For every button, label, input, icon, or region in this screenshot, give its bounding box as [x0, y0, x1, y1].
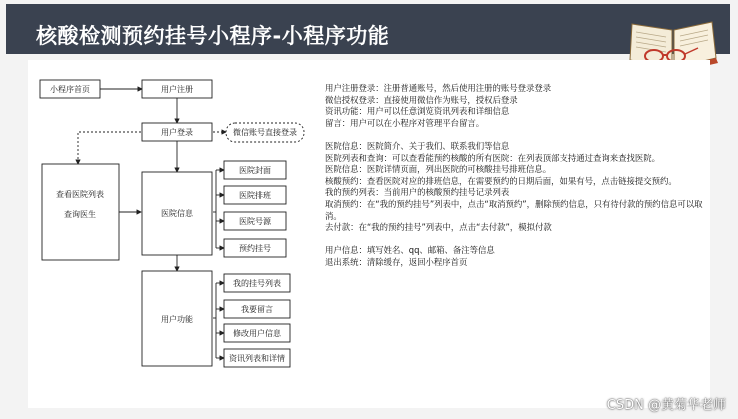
node-login-label: 用户登录 — [161, 128, 193, 137]
desc-line-logout: 退出系统：清除缓存，返回小程序首页 — [325, 256, 468, 267]
desc-line-news: 资讯功能：用户可以任意浏览资讯列表和详细信息 — [325, 106, 510, 117]
header-bar — [6, 4, 730, 54]
node-leave-message-label: 我要留言 — [241, 305, 273, 314]
node-appointment-label: 预约挂号 — [239, 244, 271, 253]
desc-line-pay: 去付款：在“我的预约挂号”列表中，点击“去付款”，模拟付款 — [325, 222, 552, 233]
slide-title: 核酸检测预约挂号小程序-小程序功能 — [36, 24, 390, 48]
desc-line-cancel: 取消预约：在“我的预约挂号”列表中，点击“取消预约”，删除预约信息，只有待付款的预约信息可以取消。 — [325, 198, 703, 221]
desc-line-my-list: 我的预约列表：当前用户的核酸预约挂号记录列表 — [325, 187, 510, 198]
content-panel — [28, 60, 710, 408]
node-hospital-source-label: 医院号源 — [239, 217, 271, 226]
node-user-func-label: 用户功能 — [161, 315, 193, 324]
desc-line-appointment: 核酸预约：查看医院对应的排班信息，在需要预约的日期后面，如果有号，点击链接提交预约。 — [325, 175, 677, 186]
node-home-label: 小程序首页 — [50, 85, 90, 94]
node-edit-user-label: 修改用户信息 — [233, 329, 281, 338]
desc-line-hospital-detail: 医院信息：医院详情页面，列出医院的可核酸挂号排班信息。 — [325, 164, 552, 175]
desc-line-hospital-list: 医院列表和查询：可以查看能预约核酸的所有医院：在列表顶部支持通过查询来查找医院。 — [325, 152, 660, 163]
node-hospital-schedule-label: 医院排班 — [239, 191, 271, 200]
watermark: CSDN @黄菊华老师 — [606, 398, 726, 413]
feature-description — [325, 83, 715, 269]
desc-line-message: 留言：用户可以在小程序对管理平台留言。 — [325, 117, 485, 128]
desc-spacer — [325, 129, 715, 141]
desc-line-hospital-info: 医院信息：医院简介、关于我们、联系我们等信息 — [325, 140, 510, 151]
node-wechat-login-label: 微信账号直接登录 — [233, 128, 297, 137]
desc-spacer — [325, 234, 715, 246]
node-hospital-list-label: 查看医院列表 — [56, 190, 104, 199]
desc-line-user-info: 用户信息：填写姓名、qq、邮箱、备注等信息 — [325, 245, 495, 256]
desc-line-register-login: 用户注册登录：注册普通账号，然后使用注册的账号登录登录 — [325, 83, 552, 93]
node-hospital-info-label: 医院信息 — [161, 209, 193, 218]
node-query-doctor-label: 查询医生 — [64, 210, 96, 219]
desc-line-wechat-login: 微信授权登录：直接使用微信作为账号，授权后登录 — [325, 94, 518, 105]
node-my-registrations-label: 我的挂号列表 — [233, 279, 281, 288]
node-hospital-cover-label: 医院封面 — [239, 166, 271, 175]
node-news-label: 资讯列表和详情 — [229, 354, 285, 363]
node-register-label: 用户注册 — [161, 85, 193, 94]
function-flowchart — [28, 60, 328, 408]
